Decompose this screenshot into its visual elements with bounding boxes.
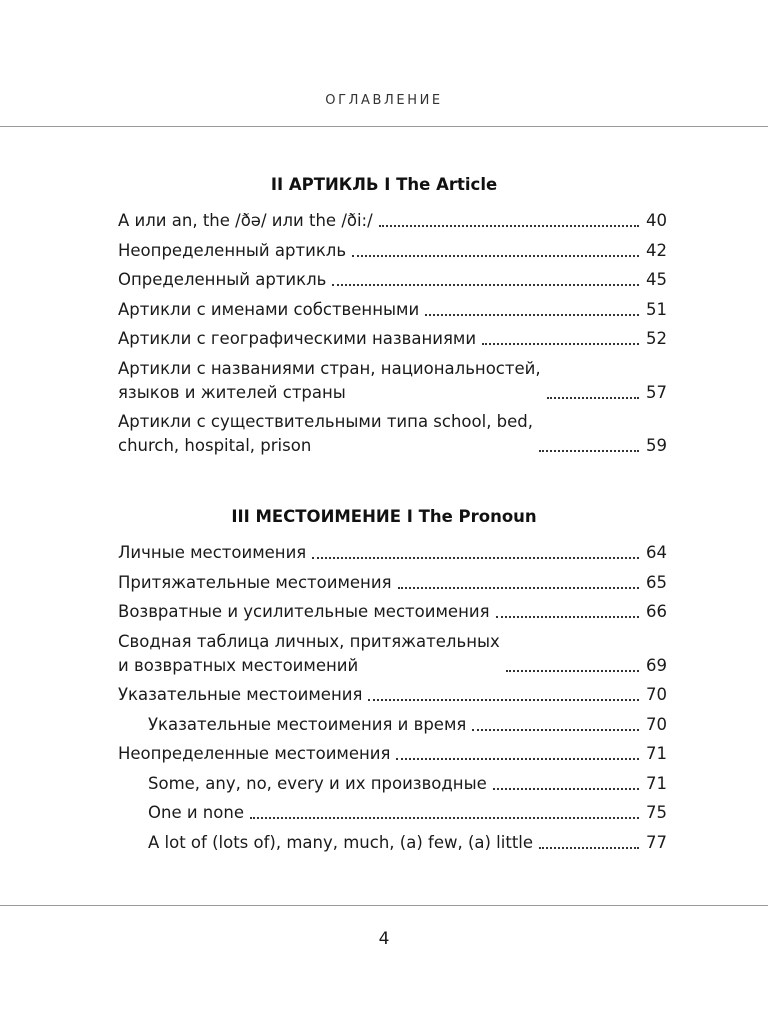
toc-entry-title (118, 268, 326, 292)
toc-entry-title-line: Притяжательные местоимения (118, 572, 392, 592)
toc-entry-title (118, 410, 533, 458)
dot-leader (425, 314, 639, 316)
toc-entry-title (118, 209, 373, 233)
toc-entry-title-line: Неопределенный артикль (118, 240, 347, 260)
toc-page-number: 69 (646, 655, 667, 675)
toc-entry-title-line: A lot of (lots of), many, much, (a) few, (a) little (148, 832, 534, 852)
dot-leader (396, 758, 639, 760)
toc-subentry[interactable] (118, 831, 667, 855)
dot-leader (312, 557, 639, 559)
toc-entry-title-line: Сводная таблица личных, притяжательных (118, 631, 500, 651)
dot-leader (482, 343, 639, 345)
toc-entry[interactable] (118, 630, 667, 678)
toc-page-number: 42 (646, 240, 667, 260)
section-title-pronoun: III МЕСТОИМЕНИЕ I The Pronoun (231, 507, 537, 526)
dot-leader (398, 587, 640, 589)
dot-leader (506, 670, 639, 672)
page-number: 4 (378, 929, 390, 949)
toc-entry-title (118, 600, 490, 624)
toc-entry-title (118, 357, 541, 405)
toc-page-number: 52 (646, 329, 667, 348)
toc-entry-title (118, 571, 392, 595)
toc-entry-title (148, 713, 466, 737)
toc-entry-title-line: Определенный артикль (118, 270, 327, 289)
toc-entry[interactable] (118, 298, 667, 322)
toc-entry-title (118, 742, 390, 766)
toc-entry-title-line: One и none (148, 803, 244, 822)
toc-entry-title (118, 630, 500, 678)
toc-entry-title-line: Указательные местоимения (118, 685, 363, 704)
dot-leader (250, 817, 639, 819)
toc-entry[interactable] (118, 600, 667, 624)
toc-entry-title (148, 772, 487, 796)
toc-page-number: 77 (646, 832, 667, 852)
toc-entry-title (118, 683, 362, 707)
dot-leader (368, 699, 639, 701)
dot-leader (539, 847, 639, 849)
toc-entry[interactable] (118, 209, 667, 233)
dot-leader (539, 450, 639, 452)
toc-entry[interactable] (118, 571, 667, 595)
toc-page-number: 71 (646, 744, 667, 763)
toc-entry-title-line: A или an, the /ðə/ или the /ði:/ (118, 211, 373, 230)
toc-entry[interactable] (118, 742, 667, 766)
dot-leader (472, 729, 639, 731)
toc-page-number: 40 (646, 211, 667, 230)
dot-leader (352, 255, 639, 257)
toc-entry-title-line: Some, any, no, every и их производные (148, 773, 487, 793)
dot-leader (332, 284, 639, 286)
dot-leader (496, 616, 640, 618)
toc-entry-title-line: языков и жителей страны (118, 382, 346, 402)
toc-entry-title-line: Артикли с именами собственными (118, 299, 420, 319)
toc-entry-title-line: Указательные местоимения и время (148, 714, 467, 734)
toc-page-number: 71 (646, 773, 667, 793)
toc-page-number: 51 (646, 299, 667, 319)
toc-page-number: 57 (646, 382, 667, 402)
toc-entry-title-line: Неопределенные местоимения (118, 744, 391, 763)
toc-entry[interactable] (118, 683, 667, 707)
toc-list-pronoun (118, 541, 667, 860)
toc-entry-title-line: и возвратных местоимений (118, 655, 359, 675)
toc-entry-title-line: Возвратные и усилительные местоимения (118, 602, 490, 621)
section-title-article: II АРТИКЛЬ I The Article (270, 175, 498, 194)
toc-entry-title-line: church, hospital, prison (118, 436, 312, 455)
toc-entry[interactable] (118, 410, 667, 458)
dot-leader (547, 397, 639, 399)
toc-entry[interactable] (118, 357, 667, 405)
dot-leader (379, 225, 639, 227)
toc-page-number: 65 (646, 572, 667, 592)
toc-entry-title-line: Артикли с названиями стран, национальностей, (118, 358, 541, 378)
toc-page-number: 70 (646, 685, 667, 704)
toc-entry[interactable] (118, 541, 667, 565)
header-rule (0, 126, 768, 127)
toc-subentry[interactable] (118, 713, 667, 737)
toc-list-article (118, 209, 667, 464)
toc-entry-title-line: Личные местоимения (118, 543, 307, 562)
toc-page-number: 45 (646, 270, 667, 289)
toc-entry-title (118, 541, 306, 565)
toc-entry-title (118, 298, 419, 322)
footer-rule (0, 905, 768, 906)
toc-page-number: 66 (646, 602, 667, 621)
toc-entry-title (148, 801, 244, 825)
toc-page-number: 59 (646, 436, 667, 455)
toc-subentry[interactable] (118, 801, 667, 825)
toc-subentry[interactable] (118, 772, 667, 796)
toc-page-number: 70 (646, 714, 667, 734)
toc-entry[interactable] (118, 327, 667, 351)
toc-entry-title (148, 831, 533, 855)
dot-leader (493, 788, 639, 790)
toc-page-number: 64 (646, 543, 667, 562)
toc-entry-title-line: Артикли с географическими названиями (118, 329, 477, 348)
toc-entry[interactable] (118, 239, 667, 263)
toc-entry-title-line: Артикли с существительными типа school, bed, (118, 412, 534, 431)
running-header: ОГЛАВЛЕНИЕ (325, 93, 443, 108)
toc-entry[interactable] (118, 268, 667, 292)
toc-entry-title (118, 239, 346, 263)
toc-entry-title (118, 327, 476, 351)
toc-page-number: 75 (646, 803, 667, 822)
